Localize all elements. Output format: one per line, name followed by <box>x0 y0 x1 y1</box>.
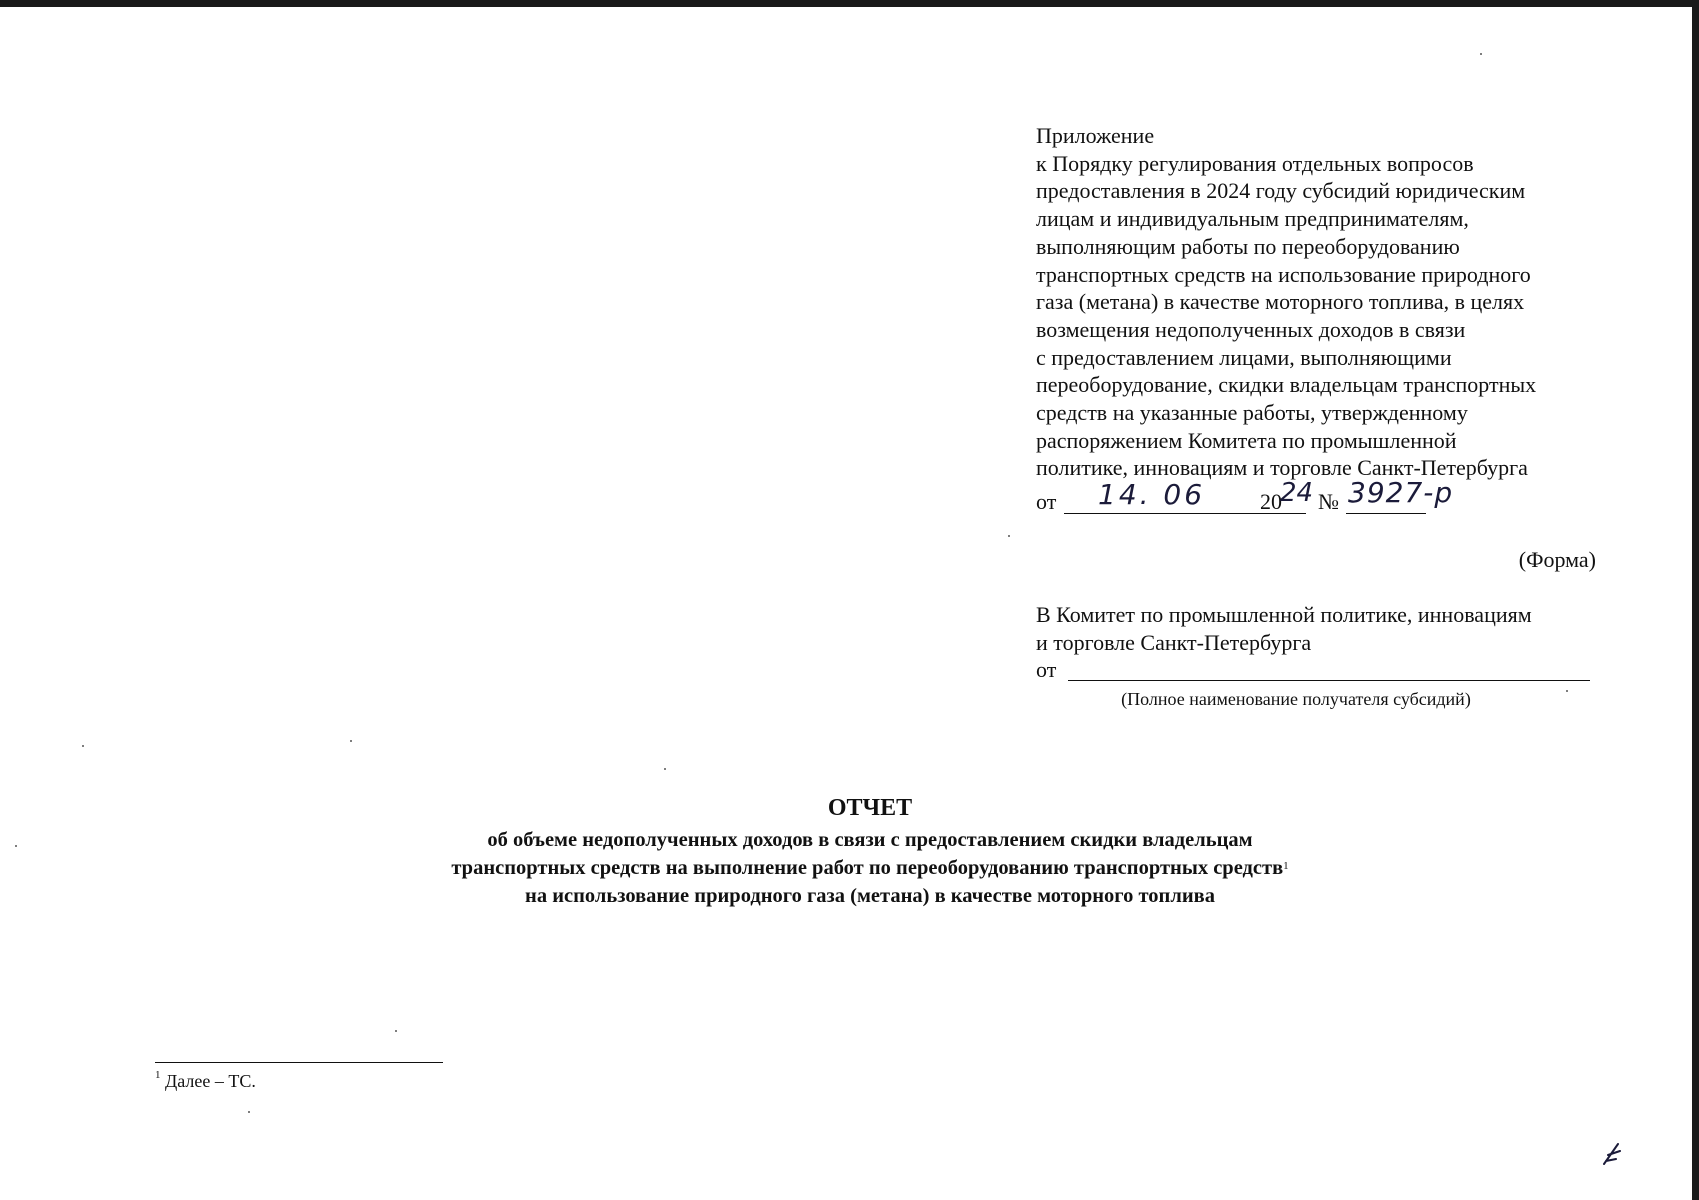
scan-speck <box>82 745 84 747</box>
scan-edge-top <box>0 0 1699 7</box>
appendix-line: политике, инновациям и торговле Санкт-Петербурга <box>1036 455 1528 481</box>
report-subtitle-line: об объеме недополученных доходов в связи с предоставлением скидки владельцам <box>487 829 1253 851</box>
appendix-line: Приложение <box>1036 123 1155 148</box>
report-subtitle-line: на использование природного газа (метана) в качестве моторного топлива <box>525 885 1215 907</box>
page-number-handwritten <box>1600 1138 1624 1168</box>
addressee-line: и торговле Санкт-Петербурга <box>1036 629 1312 655</box>
scan-speck <box>395 1030 397 1032</box>
footnote <box>155 1071 256 1092</box>
report-subtitle-text: транспортных средств на выполнение работ по переоборудованию транспортных средств <box>451 857 1284 879</box>
scan-speck <box>664 768 666 770</box>
footnote-separator <box>155 1062 443 1063</box>
handwritten-year: 24 <box>1280 478 1314 508</box>
handwritten-number: 3927-р <box>1348 476 1454 509</box>
appendix-line: предоставления в 2024 году субсидий юридическим <box>1036 178 1526 204</box>
addressee-block <box>1036 601 1596 656</box>
appendix-line: переоборудование, скидки владельцам транспортных <box>1036 372 1537 398</box>
appendix-line: газа (метана) в качестве моторного топлива, в целях <box>1036 289 1525 315</box>
recipient-hint <box>1036 689 1596 710</box>
appendix-line: возмещения недополученных доходов в связи <box>1036 316 1466 342</box>
report-subtitle <box>0 826 1699 910</box>
appendix-line: средств на указанные работы, утвержденному <box>1036 400 1468 426</box>
year-underline <box>1282 512 1306 514</box>
scan-speck <box>248 1111 250 1113</box>
footnote-text: Далее – ТС. <box>165 1071 256 1091</box>
number-label: № <box>1318 489 1339 514</box>
recipient-from-label: от <box>1036 657 1057 682</box>
report-title: ОТЧЕТ <box>827 795 913 821</box>
addressee-line: В Комитет по промышленной политике, инновациям <box>1036 602 1532 627</box>
form-label: (Форма) <box>1518 547 1596 572</box>
handwritten-date: 14. 06 <box>1098 478 1206 511</box>
appendix-line: к Порядку регулирования отдельных вопросов <box>1036 150 1474 176</box>
recipient-hint-text: (Полное наименование получателя субсидий) <box>1121 689 1471 709</box>
scan-speck <box>350 740 352 742</box>
year-prefix: 20 <box>1260 489 1282 514</box>
appendix-line: с предоставлением лицами, выполняющими <box>1036 344 1452 370</box>
recipient-from-line <box>1036 657 1556 687</box>
appendix-line: лицам и индивидуальным предпринимателям, <box>1036 206 1469 232</box>
appendix-line: транспортных средств на использование природного <box>1036 261 1531 287</box>
footnote-number: 1 <box>155 1069 161 1081</box>
footnote-reference: 1 <box>1283 860 1289 872</box>
appendix-line: распоряжением Комитета по промышленной <box>1036 427 1457 453</box>
scan-edge-right <box>1692 0 1699 1200</box>
approval-date-number-line <box>1036 476 1596 516</box>
from-label: от <box>1036 489 1057 514</box>
scan-speck <box>1480 53 1482 55</box>
appendix-line: выполняющим работы по переоборудованию <box>1036 233 1460 259</box>
appendix-block <box>1036 122 1596 482</box>
report-subtitle-line <box>0 854 1699 882</box>
recipient-name-underline <box>1068 680 1590 681</box>
number-underline <box>1346 512 1426 514</box>
scan-speck <box>1008 535 1010 537</box>
